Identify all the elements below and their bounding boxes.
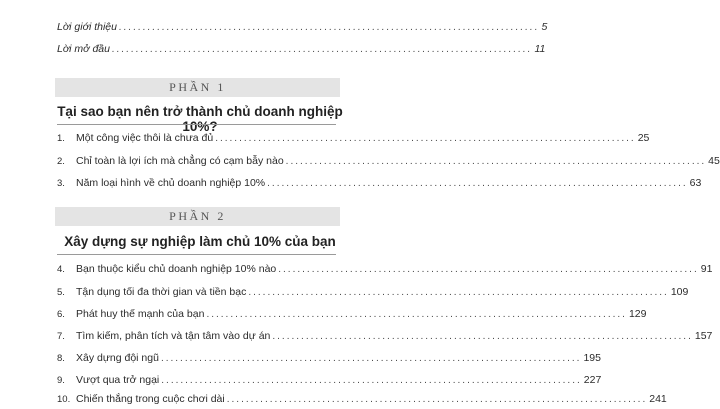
- toc-entry-chapter-7: [57, 330, 713, 346]
- chapter-title: Một công việc thôi là chưa đủ: [76, 132, 214, 144]
- toc-entry-preface: [57, 43, 546, 59]
- chapter-page: 129: [628, 308, 647, 320]
- entry-title: Lời mở đầu: [57, 43, 110, 55]
- chapter-title: Chiến thắng trong cuộc chơi dài: [76, 393, 225, 405]
- chapter-title: Năm loại hình về chủ doanh nghiệp 10%: [76, 177, 266, 189]
- chapter-number: 4.: [57, 264, 65, 275]
- chapter-number: 5.: [57, 287, 65, 298]
- toc-entry-chapter-2: [57, 155, 720, 171]
- chapter-title: Chỉ toàn là lợi ích mà chẳng có cạm bẫy nào: [76, 155, 284, 167]
- toc-entry-introduction: [57, 21, 548, 37]
- toc-entry-chapter-9: [57, 374, 602, 390]
- toc-entry-chapter-6: [57, 308, 647, 324]
- chapter-page: 227: [583, 374, 602, 386]
- dot-leader: ........................................................................................: [272, 331, 693, 342]
- chapter-title: Bạn thuộc kiểu chủ doanh nghiệp 10% nào: [76, 263, 277, 275]
- chapter-number: 9.: [57, 375, 65, 386]
- chapter-title: Phát huy thế mạnh của bạn: [76, 308, 205, 320]
- toc-entry-chapter-3: [57, 177, 702, 193]
- toc-entry-chapter-8: [57, 352, 601, 368]
- chapter-title: Xây dựng đội ngũ: [76, 352, 159, 364]
- toc-entry-chapter-5: [57, 286, 689, 302]
- chapter-number: 7.: [57, 331, 65, 342]
- dot-leader: ........................................................................................: [161, 375, 582, 386]
- dot-leader: ........................................................................................: [215, 133, 636, 144]
- dot-leader: ........................................................................................: [278, 264, 699, 275]
- part-2-label: PHẦN 2: [55, 207, 340, 226]
- dot-leader: ........................................................................................: [248, 287, 669, 298]
- part-1-title: Tại sao bạn nên trở thành chủ doanh nghiệp 10%?: [57, 104, 343, 134]
- dot-leader: ........................................................................................: [160, 353, 582, 364]
- dot-leader: ........................................................................................: [111, 44, 533, 55]
- toc-entry-chapter-1: [57, 132, 650, 148]
- chapter-number: 8.: [57, 353, 65, 364]
- dot-leader: ........................................................................................: [226, 394, 648, 405]
- chapter-page: 63: [689, 177, 702, 189]
- entry-title: Lời giới thiệu: [57, 21, 117, 33]
- chapter-number: 1.: [57, 133, 65, 144]
- chapter-number: 2.: [57, 156, 65, 167]
- entry-page: 11: [534, 43, 546, 55]
- dot-leader: ........................................................................................: [206, 309, 627, 320]
- chapter-number: 6.: [57, 309, 65, 320]
- chapter-title: Vượt qua trở ngại: [76, 374, 160, 386]
- divider: [57, 124, 336, 125]
- chapter-page: 241: [649, 393, 667, 405]
- chapter-page: 157: [694, 330, 713, 342]
- chapter-number: 10.: [57, 394, 71, 405]
- chapter-number: 3.: [57, 178, 65, 189]
- chapter-page: 109: [670, 286, 689, 298]
- chapter-title: Tận dụng tối đa thời gian và tiền bạc: [76, 286, 247, 298]
- chapter-page: 45: [708, 155, 720, 167]
- toc-entry-chapter-4: [57, 263, 713, 279]
- part-1-label: PHẦN 1: [55, 78, 340, 97]
- dot-leader: ........................................................................................: [118, 22, 540, 33]
- divider: [57, 254, 336, 255]
- chapter-title: Tìm kiếm, phân tích và tận tâm vào dự án: [76, 330, 271, 342]
- part-2-title: Xây dựng sự nghiệp làm chủ 10% của bạn: [64, 234, 336, 249]
- entry-page: 5: [541, 21, 548, 33]
- chapter-page: 25: [637, 132, 650, 144]
- toc-entry-chapter-10: [57, 393, 667, 409]
- chapter-page: 91: [700, 263, 713, 275]
- dot-leader: ........................................................................................: [285, 156, 707, 167]
- dot-leader: ........................................................................................: [267, 178, 688, 189]
- chapter-page: 195: [583, 352, 601, 364]
